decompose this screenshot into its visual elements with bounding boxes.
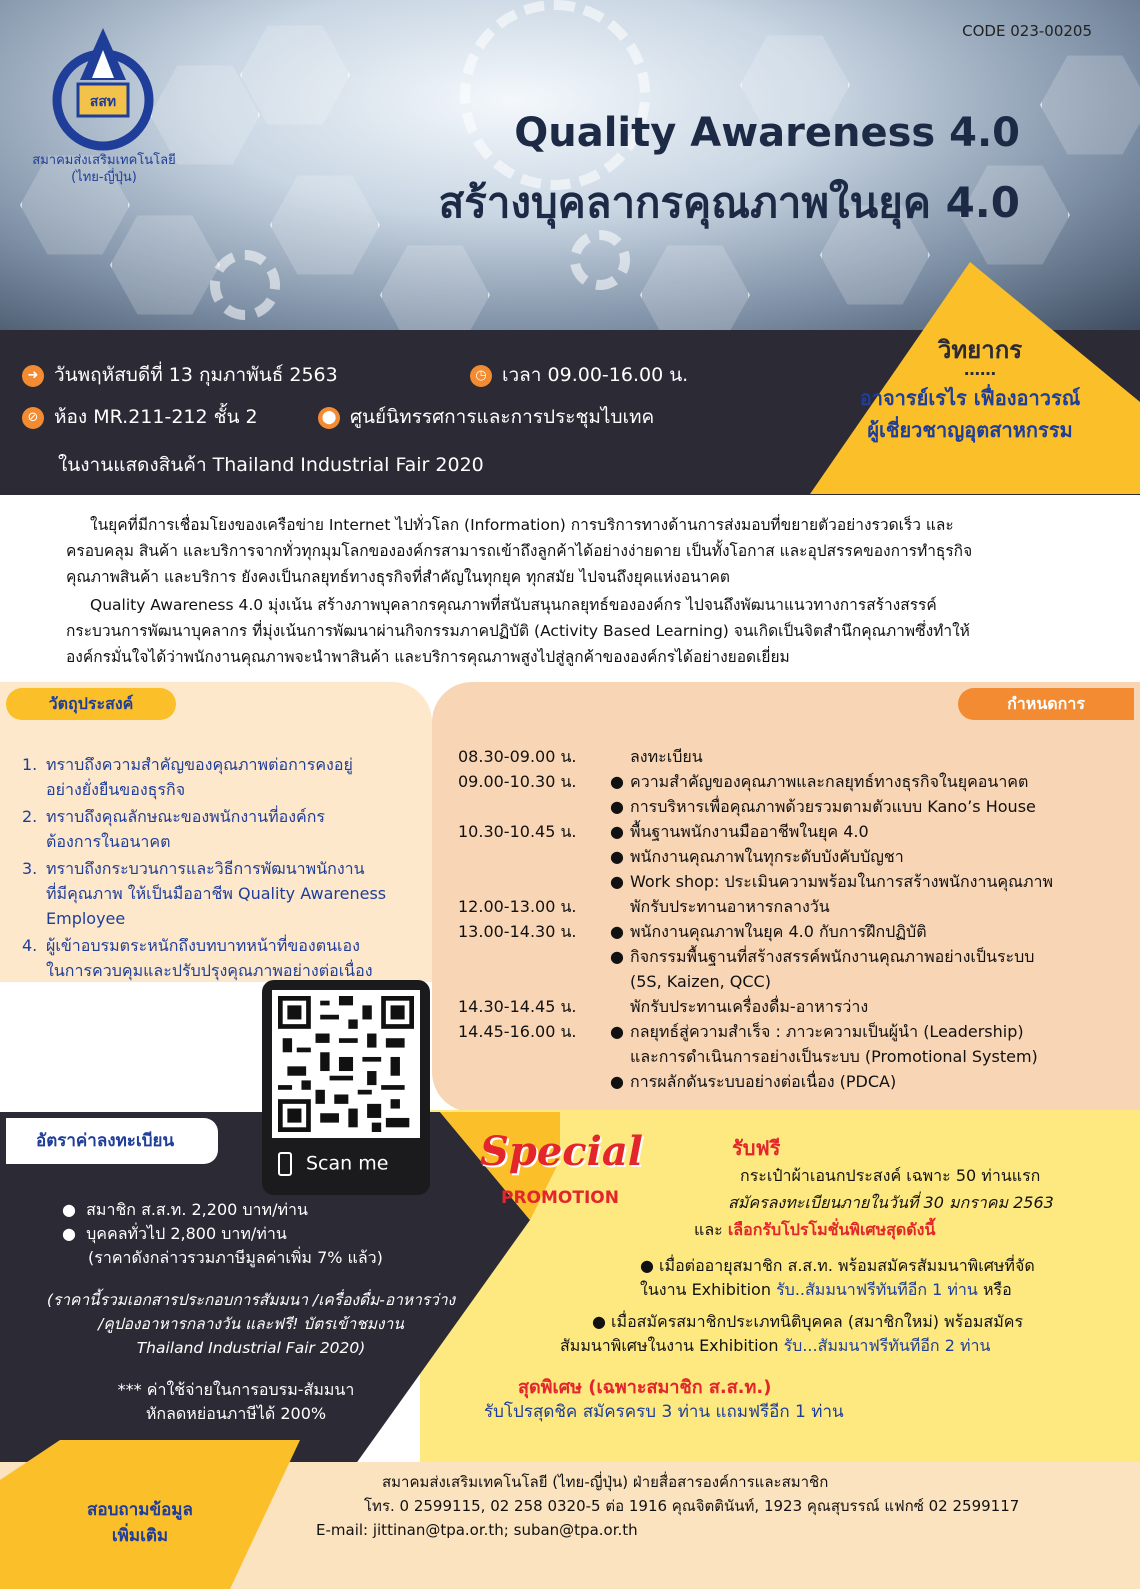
schedule-text: การบริหารเพื่อคุณภาพด้วยรวมตามตัวแบบ Kano’s House: [630, 797, 1036, 816]
schedule-time: 10.30-10.45 น.: [458, 822, 577, 841]
bullet: ●: [610, 872, 624, 891]
fee-general: ● บุคคลทั่วไป 2,800 บาท/ท่าน: [62, 1224, 287, 1243]
schedule-text: (5S, Kaizen, QCC): [630, 972, 771, 991]
fee-inclusions: (ราคานี้รวมเอกสารประกอบการสัมมนา /เครื่องดื่ม-อาหารว่าง /คูปองอาหารกลางวัน และฟรี! บัตรเข้าชมงาน Thailand Industrial Fair 2020): [46, 1291, 456, 1357]
bullet: ●: [610, 772, 624, 791]
schedule-time: 08.30-09.00 น.: [458, 747, 577, 766]
promo-and: และ เลือกรับโปรโมชั่นพิเศษสุดดังนี้: [694, 1220, 936, 1239]
hexagon-decor: [1040, 50, 1140, 160]
speaker-role: ผู้เชี่ยวชาญอุตสาหกรรม: [867, 418, 1073, 442]
schedule-text: Work shop: ประเมินความพร้อมในการสร้างพนักงานคุณภาพ: [630, 872, 1054, 891]
bullet: ●: [610, 922, 624, 941]
schedule-text: ความสำคัญของคุณภาพและกลยุทธ์ทางธุรกิจในยุคอนาคต: [630, 772, 1029, 791]
fee-member: ● สมาชิก ส.ส.ท. 2,200 บาท/ท่าน: [62, 1200, 308, 1219]
schedule-text: และการดำเนินการอย่างเป็นระบบ (Promotional System): [630, 1047, 1038, 1066]
schedule-heading: กำหนดการ: [958, 688, 1134, 720]
super-special: สุดพิเศษ (เฉพาะสมาชิก ส.ส.ท.): [518, 1377, 772, 1398]
objective-item: 4. ผู้เข้าอบรมตระหนักถึงบทบาทหน้าที่ของตนเอง ในการควบคุมและปรับปรุงคุณภาพอย่างต่อเนื่อง: [22, 936, 373, 980]
bullet: ●: [592, 1312, 612, 1331]
contact-department: สมาคมส่งเสริมเทคโนโลยี (ไทย-ญี่ปุ่น) ฝ่ายสื่อสารองค์การและสมาชิก: [382, 1473, 829, 1491]
schedule-text: ลงทะเบียน: [630, 747, 703, 766]
event-venue: ⬤ ศูนย์นิทรรศการและการประชุมไบเทค: [318, 402, 654, 432]
tax-note: *** ค่าใช้จ่ายในการอบรม-สัมมนา หักลดหย่อนภาษีได้ 200%: [117, 1380, 355, 1423]
free-gift-label: รับฟรี: [732, 1136, 781, 1160]
bullet: ●: [640, 1256, 660, 1275]
objective-item: 2. ทราบถึงคุณลักษณะของพนักงานที่องค์กร ต้องการในอนาคต: [22, 807, 326, 851]
intro-paragraph-2: Quality Awareness 4.0 มุ่งเน้น สร้างภาพบุคลากรคุณภาพที่สนับสนุนกลยุทธ์ขององค์กร ไปจนถึงพัฒนาแนวทางการสร้างสรรค์ กระบวนการพัฒนาบุคลากร ที่มุ่งเน้นการพัฒนาผ่านกิจกรรมภาคปฏิบัติ (Activity Based Learning) จนเกิดเป็นจิตสำนึกคุณภาพซึ่งทำให้ องค์กรมั่นใจได้ว่าพนักงานคุณภาพจะนำพาสินค้า และบริการคุณภาพสูงไปสู่ลูกค้าขององค์กรได้อย่างยอดเยี่ยม: [66, 596, 970, 666]
schedule-time: 12.00-13.00 น.: [458, 897, 577, 916]
speaker-dots: ……: [964, 360, 996, 379]
promotion-logo-text: PROMOTION: [501, 1188, 619, 1208]
objective-item: 1. ทราบถึงความสำคัญของคุณภาพต่อการคงอยู่ อย่างยั่งยืนของธุรกิจ: [22, 755, 353, 799]
pointer-icon: ➜: [22, 365, 44, 387]
schedule-text: พื้นฐานพนักงานมืออาชีพในยุค 4.0: [630, 822, 869, 841]
schedule-time: 14.30-14.45 น.: [458, 997, 577, 1016]
qr-code[interactable]: [272, 990, 420, 1138]
schedule-text: พนักงานคุณภาพในทุกระดับบังคับบัญชา: [630, 847, 904, 866]
bullet: ●: [610, 797, 624, 816]
promo-option-2: ● เมื่อสมัครสมาชิกประเภทนิติบุคคล (สมาชิกใหม่) พร้อมสมัคร สัมมนาพิเศษในงาน Exhibition รับ...สัมมนาฟรีทันทีอีก 2 ท่าน: [560, 1312, 1024, 1355]
org-logo: [48, 22, 158, 152]
event-fair: ในงานแสดงสินค้า Thailand Industrial Fair 2020: [58, 454, 484, 476]
bullet: ●: [610, 1072, 624, 1091]
schedule-time: 13.00-14.30 น.: [458, 922, 577, 941]
clock-icon: ◷: [470, 365, 492, 387]
compass-icon: ⊘: [22, 407, 44, 429]
org-name: สมาคมส่งเสริมเทคโนโลยี (ไทย-ญี่ปุ่น): [32, 153, 176, 185]
speaker-label: วิทยากร: [937, 336, 1023, 364]
event-time: ◷ เวลา 09.00-16.00 น.: [470, 360, 688, 390]
bullet: ●: [62, 1224, 87, 1243]
title-thai: สร้างบุคลากรคุณภาพในยุค 4.0: [438, 178, 1020, 227]
phone-icon: [278, 1152, 292, 1176]
location-pin-icon: ⬤: [318, 407, 340, 429]
objective-item: 3. ทราบถึงกระบวนการและวิธีการพัฒนาพนักงาน ที่มีคุณภาพ ให้เป็นมืออาชีพ Quality Awareness Employee: [22, 859, 387, 928]
gear-icon: [210, 250, 280, 320]
bullet: ●: [610, 847, 624, 866]
schedule-text: กลยุทธ์สู่ความสำเร็จ : ภาวะความเป็นผู้นำ (Leadership): [630, 1022, 1024, 1041]
course-code: CODE 023-00205: [962, 22, 1092, 40]
free-bag: กระเป๋าผ้าเอนกประสงค์ เฉพาะ 50 ท่านแรก: [740, 1166, 1041, 1185]
bullet: ●: [610, 822, 624, 841]
event-date: ➜ วันพฤหัสบดีที่ 13 กุมภาพันธ์ 2563: [22, 360, 338, 390]
hexagon-decor: [640, 240, 750, 335]
special-logo-text: Special: [480, 1128, 643, 1175]
hexagon-decor: [380, 240, 490, 335]
svg-text:สสท: สสท: [89, 94, 117, 110]
bullet: ●: [62, 1200, 87, 1219]
speaker-name: อาจารย์เรไร เฟื่องอาวรณ์: [859, 386, 1081, 410]
contact-heading: สอบถามข้อมูล เพิ่มเติม: [87, 1500, 193, 1546]
bullet: ●: [610, 947, 624, 966]
gear-icon: [570, 230, 630, 290]
intro-paragraph-1: ในยุคที่มีการเชื่อมโยงของเครือข่าย Internet ไปทั่วโลก (Information) การบริการทางด้านการส่งมอบที่ขยายตัวอย่างรวดเร็ว และ ครอบคลุม สินค้า และบริการจากทั่วทุกมุมโลกขององค์กรสามารถเข้าถึงลูกค้าได้อย่างง่ายดาย เป็นทั้งโอกาส และอุปสรรคของการทำธุรกิจ คุณภาพสินค้า และบริการ ยังคงเป็นกลยุทธ์ทางธุรกิจที่สำคัญในทุกยุค ทุกสมัย ไปจนถึงยุคแห่งอนาคต: [66, 516, 973, 586]
schedule-text: พนักงานคุณภาพในยุค 4.0 กับการฝึกปฏิบัติ: [630, 922, 927, 941]
register-deadline: สมัครลงทะเบียนภายในวันที่ 30 มกราคม 2563: [728, 1193, 1054, 1212]
hexagon-decor: [110, 210, 220, 320]
event-room: ⊘ ห้อง MR.211-212 ชั้น 2: [22, 402, 258, 432]
fee-list: [62, 1198, 383, 1270]
schedule-time: 14.45-16.00 น.: [458, 1022, 577, 1041]
schedule-text: พักรับประทานเครื่องดื่ม-อาหารว่าง: [630, 997, 869, 1016]
title-english: Quality Awareness 4.0: [514, 110, 1020, 156]
schedule-text: พักรับประทานอาหารกลางวัน: [630, 897, 830, 916]
super-special-detail: รับโปรสุดชิค สมัครครบ 3 ท่าน แถมฟรีอีก 1 ท่าน: [484, 1402, 844, 1422]
fee-heading: อัตราค่าลงทะเบียน: [6, 1118, 218, 1164]
schedule-text: การผลักดันระบบอย่างต่อเนื่อง (PDCA): [630, 1072, 897, 1091]
objectives-list: [22, 752, 422, 985]
qr-code-image: [278, 996, 414, 1132]
contact-email[interactable]: E-mail: jittinan@tpa.or.th; suban@tpa.or.th: [316, 1521, 638, 1539]
schedule-text: กิจกรรมพื้นฐานที่สร้างสรรค์พนักงานคุณภาพอย่างเป็นระบบ: [630, 947, 1035, 966]
fee-vat: (ราคาดังกล่าวรวมภาษีมูลค่าเพิ่ม 7% แล้ว): [88, 1248, 383, 1267]
schedule-time: 09.00-10.30 น.: [458, 772, 577, 791]
bullet: ●: [610, 1022, 624, 1041]
scan-me-label: Scan me: [272, 1152, 422, 1176]
contact-phone: โทร. 0 2599115, 02 258 0320-5 ต่อ 1916 คุณจิตตินันท์, 1923 คุณสุบรรณ์ แฟกซ์ 02 2599117: [364, 1497, 1020, 1515]
promo-option-1: ● เมื่อต่ออายุสมาชิก ส.ส.ท. พร้อมสมัครสัมมนาพิเศษที่จัด ในงาน Exhibition รับ..สัมมนาฟรีทันทีอีก 1 ท่าน หรือ: [640, 1256, 1035, 1299]
objectives-heading: วัตถุประสงค์: [6, 688, 176, 720]
gear-icon: [460, 0, 650, 190]
